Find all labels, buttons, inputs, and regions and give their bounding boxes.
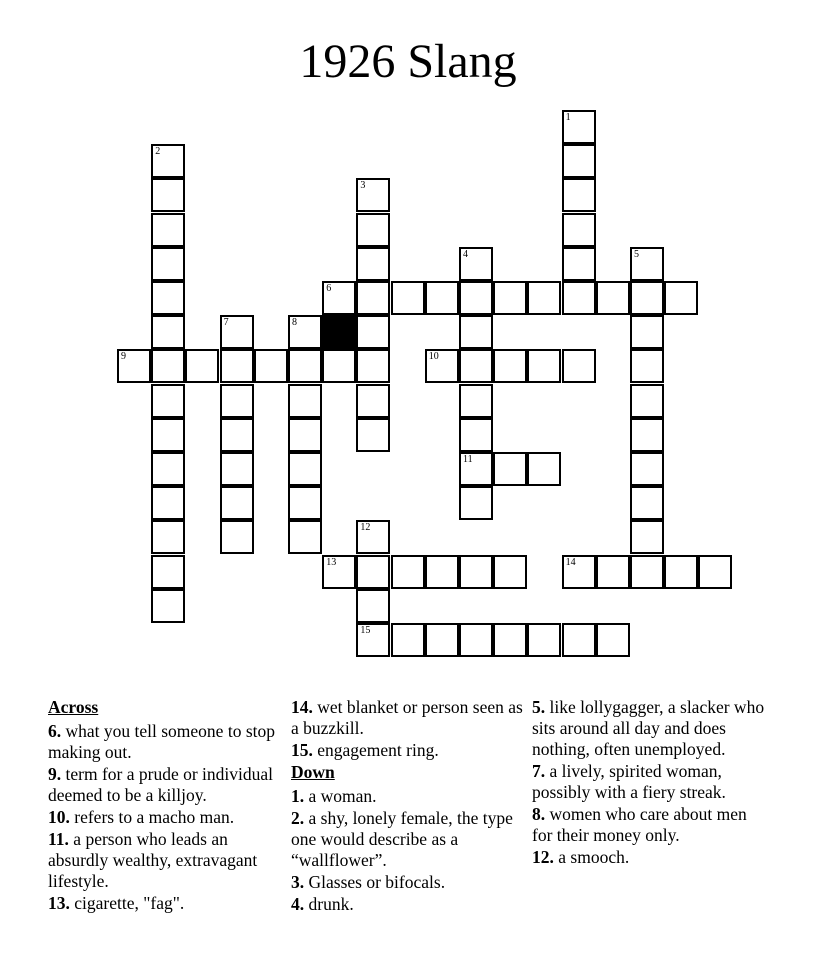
grid-cell[interactable] (151, 178, 185, 212)
grid-cell[interactable] (288, 452, 322, 486)
grid-cell[interactable] (151, 520, 185, 554)
cell-number: 13 (326, 556, 337, 568)
grid-cell[interactable] (151, 589, 185, 623)
grid-cell[interactable] (356, 384, 390, 418)
grid-cell[interactable] (562, 178, 596, 212)
clue-across-6[interactable]: 6. what you tell someone to stop making out. (48, 721, 275, 762)
grid-cell[interactable] (562, 213, 596, 247)
grid-cell[interactable] (391, 555, 425, 589)
clue-across-9[interactable]: 9. term for a prude or individual deemed to be a killjoy. (48, 764, 274, 805)
grid-cell[interactable] (630, 247, 664, 281)
grid-cell[interactable] (459, 315, 493, 349)
grid-cell[interactable] (596, 281, 630, 315)
grid-cell[interactable] (664, 281, 698, 315)
grid-cell[interactable] (562, 623, 596, 657)
grid-cell[interactable] (356, 418, 390, 452)
cell-number: 12 (360, 522, 371, 534)
grid-cell[interactable] (356, 623, 390, 657)
clue-down-8[interactable]: 8. women who care about men for their money only. (532, 804, 747, 845)
grid-cell[interactable] (220, 418, 254, 452)
grid-cell[interactable] (151, 452, 185, 486)
grid-cell[interactable] (151, 315, 185, 349)
clue-column-2 (291, 697, 523, 916)
grid-cell[interactable] (356, 247, 390, 281)
cell-number: 4 (463, 248, 468, 260)
grid-cell[interactable] (698, 555, 732, 589)
grid-cell[interactable] (288, 349, 322, 383)
grid-cell[interactable] (185, 349, 219, 383)
grid-block (322, 315, 356, 349)
grid-cell[interactable] (220, 452, 254, 486)
grid-cell[interactable] (151, 349, 185, 383)
cell-number: 11 (463, 454, 473, 465)
grid-cell[interactable] (562, 144, 596, 178)
grid-cell[interactable] (596, 623, 630, 657)
grid-cell[interactable] (356, 589, 390, 623)
grid-cell[interactable] (459, 418, 493, 452)
grid-cell[interactable] (664, 555, 698, 589)
grid-cell[interactable] (220, 349, 254, 383)
cell-number: 5 (634, 248, 639, 260)
grid-cell[interactable] (459, 247, 493, 281)
cell-number: 7 (223, 317, 229, 329)
clue-across-11[interactable]: 11. a person who leads an absurdly wealthy, extravagant lifestyle. (48, 829, 258, 891)
grid-cell[interactable] (288, 384, 322, 418)
grid-cell[interactable] (425, 555, 459, 589)
grid-cell[interactable] (493, 623, 527, 657)
cell-number: 3 (360, 180, 366, 192)
grid-cell[interactable] (596, 555, 630, 589)
grid-cell[interactable] (630, 486, 664, 520)
grid-cell[interactable] (425, 281, 459, 315)
grid-cell[interactable] (356, 349, 390, 383)
grid-cell[interactable] (151, 486, 185, 520)
grid-cell[interactable] (356, 315, 390, 349)
grid-cell[interactable] (391, 623, 425, 657)
grid-cell[interactable] (117, 349, 151, 383)
grid-cell[interactable] (630, 384, 664, 418)
grid-cell[interactable] (493, 349, 527, 383)
grid-cell[interactable] (562, 110, 596, 144)
cell-number: 1 (565, 112, 571, 123)
grid-cell[interactable] (425, 349, 459, 383)
clue-down-12[interactable]: 12. a smooch. (532, 847, 630, 867)
grid-cell[interactable] (459, 349, 493, 383)
grid-cell[interactable] (459, 623, 493, 657)
clue-column-3 (532, 697, 768, 869)
grid-cell[interactable] (493, 281, 527, 315)
grid-cell[interactable] (630, 315, 664, 349)
clue-down-4[interactable]: 4. drunk. (291, 894, 354, 914)
grid-cell[interactable] (356, 178, 390, 212)
grid-cell[interactable] (562, 247, 596, 281)
grid-cell[interactable] (254, 349, 288, 383)
grid-cell[interactable] (630, 555, 664, 589)
clue-down-7[interactable]: 7. a lively, spirited woman, possibly with a fiery streak. (532, 761, 726, 802)
grid-cell[interactable] (391, 281, 425, 315)
puzzle-title: 1926 Slang (299, 35, 517, 88)
grid-cell[interactable] (356, 520, 390, 554)
grid-cell[interactable] (630, 418, 664, 452)
grid-cell[interactable] (459, 281, 493, 315)
grid-cell[interactable] (151, 247, 185, 281)
clue-down-2[interactable]: 2. a shy, lonely female, the type one would describe as a “wallflower”. (291, 808, 513, 870)
grid-cell[interactable] (630, 520, 664, 554)
grid-cell[interactable] (459, 555, 493, 589)
clue-down-1[interactable]: 1. a woman. (291, 786, 377, 806)
grid-cell[interactable] (630, 281, 664, 315)
grid-cell[interactable] (459, 384, 493, 418)
grid-cell[interactable] (151, 384, 185, 418)
grid-cell[interactable] (151, 144, 185, 178)
cell-number: 10 (428, 351, 439, 363)
grid-cell[interactable] (288, 486, 322, 520)
grid-cell[interactable] (527, 452, 561, 486)
grid-cell[interactable] (459, 486, 493, 520)
grid-cell[interactable] (493, 555, 527, 589)
clue-column-1 (48, 697, 278, 915)
grid-cell[interactable] (220, 486, 254, 520)
grid-cell[interactable] (562, 555, 596, 589)
grid-cell[interactable] (151, 555, 185, 589)
grid-cell[interactable] (220, 384, 254, 418)
grid-cell[interactable] (630, 349, 664, 383)
clue-down-5[interactable]: 5. like lollygagger, a slacker who sits around all day and does nothing, often unemployed. (532, 697, 765, 759)
grid-cell[interactable] (356, 555, 390, 589)
cell-number: 14 (565, 556, 576, 568)
cell-number: 2 (155, 146, 161, 158)
grid-cell[interactable] (220, 315, 254, 349)
grid-cell[interactable] (493, 452, 527, 486)
grid-cell[interactable] (322, 281, 356, 315)
grid-cell[interactable] (288, 315, 322, 349)
grid-cell[interactable] (562, 349, 596, 383)
clue-across-13[interactable]: 13. cigarette, "fag". (48, 893, 185, 913)
grid-cell[interactable] (527, 623, 561, 657)
grid-cell[interactable] (562, 281, 596, 315)
grid-cell[interactable] (459, 452, 493, 486)
grid-cell[interactable] (630, 452, 664, 486)
grid-cell[interactable] (356, 213, 390, 247)
cell-number: 8 (292, 317, 297, 329)
grid-cell[interactable] (288, 418, 322, 452)
grid-cell[interactable] (322, 555, 356, 589)
grid-cell[interactable] (151, 281, 185, 315)
grid-cell[interactable] (356, 281, 390, 315)
clue-across-15[interactable]: 15. engagement ring. (291, 740, 439, 760)
cell-number: 9 (121, 351, 126, 363)
grid-cell[interactable] (425, 623, 459, 657)
across-heading: Across (48, 697, 99, 717)
grid-cell[interactable] (527, 349, 561, 383)
grid-cell[interactable] (151, 418, 185, 452)
cell-number: 6 (326, 283, 332, 294)
grid-cell[interactable] (220, 520, 254, 554)
down-heading: Down (291, 762, 335, 782)
cell-number: 15 (360, 625, 371, 636)
clue-across-10[interactable]: 10. refers to a macho man. (48, 807, 235, 827)
grid-cell[interactable] (527, 281, 561, 315)
grid-cell[interactable] (151, 213, 185, 247)
clue-down-3[interactable]: 3. Glasses or bifocals. (291, 872, 446, 892)
grid-cell[interactable] (322, 349, 356, 383)
grid-cell[interactable] (288, 520, 322, 554)
clue-across-14[interactable]: 14. wet blanket or person seen as a buzzkill. (291, 697, 523, 738)
